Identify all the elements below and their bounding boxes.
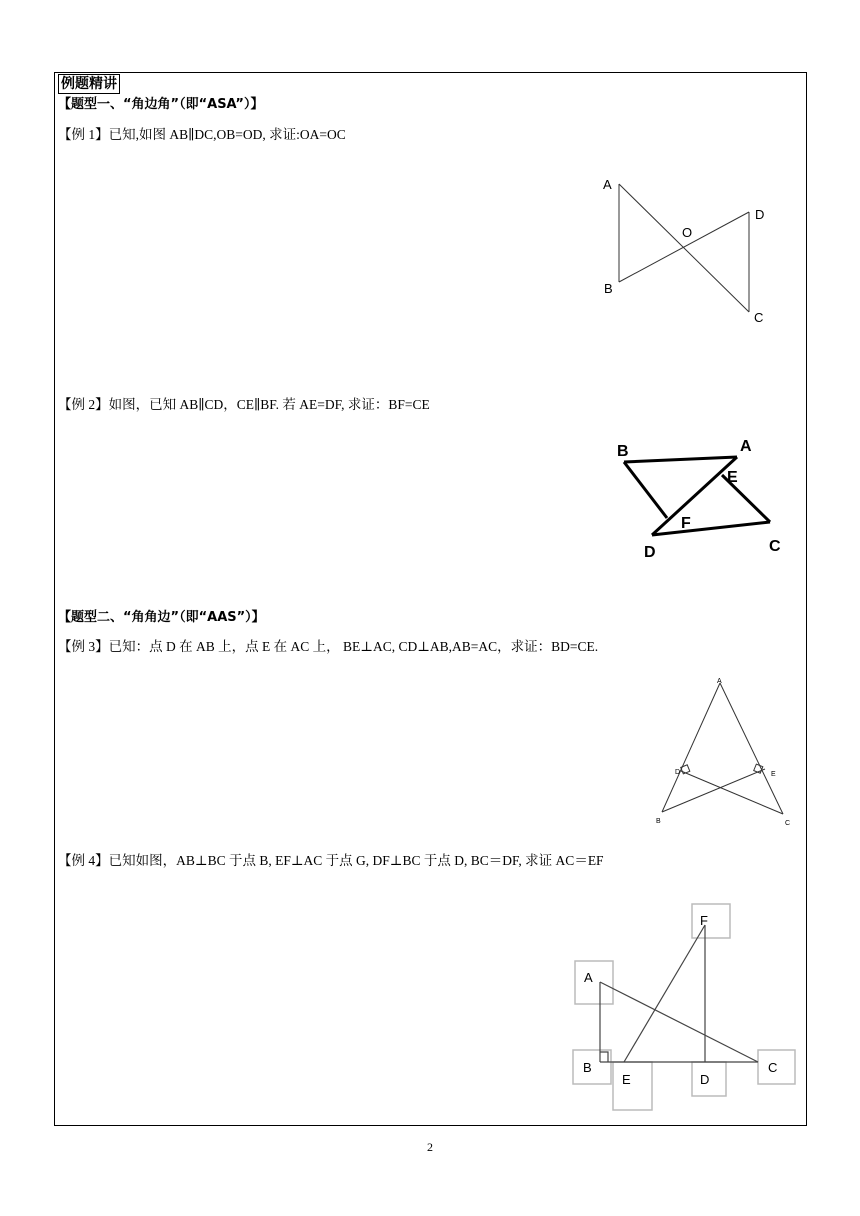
fig3-label-C: C xyxy=(785,820,791,827)
fig1-label-C: C xyxy=(754,310,764,325)
example-4-tag: 【例 4】 xyxy=(58,853,109,868)
fig2-label-A: A xyxy=(740,438,752,455)
fig2-label-E: E xyxy=(727,469,738,486)
fig1-label-D: D xyxy=(755,207,765,222)
example-3-text: 已知：点 D 在 AB 上，点 E 在 AC 上， BE⊥AC, CD⊥AB,AB=AC，求证：BD=CE. xyxy=(108,639,599,654)
example-3 xyxy=(58,638,598,656)
fig2-label-B: B xyxy=(617,443,629,460)
example-3-tag: 【例 3】 xyxy=(58,639,109,654)
fig3-label-B: B xyxy=(656,818,661,825)
fig3-label-D: D xyxy=(675,769,681,776)
fig4-label-A: A xyxy=(584,970,593,985)
example-1-text: 已知,如图 AB∥DC,OB=OD, 求证:OA=OC xyxy=(108,127,346,142)
fig1-label-B: B xyxy=(604,281,613,296)
example-4-text: 已知如图，AB⊥BC 于点 B, EF⊥AC 于点 G, DF⊥BC 于点 D, BC＝DF, 求证 AC＝EF xyxy=(108,853,604,868)
fig3-label-A: A xyxy=(717,678,722,685)
fig4-label-F: F xyxy=(700,913,708,928)
page-number: 2 xyxy=(427,1140,433,1154)
fig2-label-C: C xyxy=(769,538,781,555)
example-1-tag: 【例 1】 xyxy=(58,127,109,142)
fig1-label-A: A xyxy=(603,177,612,192)
fig2-label-D: D xyxy=(644,544,656,561)
example-2 xyxy=(58,396,430,414)
example-4 xyxy=(58,852,604,870)
fig2-label-F: F xyxy=(681,515,691,532)
page-frame xyxy=(54,72,807,1126)
fig4-label-B: B xyxy=(583,1060,592,1075)
type2-heading: 【题型二、“角角边”（即“AAS”）】 xyxy=(58,610,265,625)
fig4-label-D: D xyxy=(700,1072,710,1087)
fig4-label-C: C xyxy=(768,1060,778,1075)
section-label: 例题精讲 xyxy=(58,74,120,94)
example-2-text: 如图，已知 AB∥CD，CE∥BF. 若 AE=DF, 求证：BF=CE xyxy=(108,397,430,412)
fig4-label-E: E xyxy=(622,1072,631,1087)
example-2-tag: 【例 2】 xyxy=(58,397,109,412)
fig3-label-E: E xyxy=(771,771,776,778)
example-1 xyxy=(58,126,346,144)
type1-heading: 【题型一、“角边角”（即“ASA”）】 xyxy=(58,97,264,112)
fig1-label-O: O xyxy=(682,225,693,240)
